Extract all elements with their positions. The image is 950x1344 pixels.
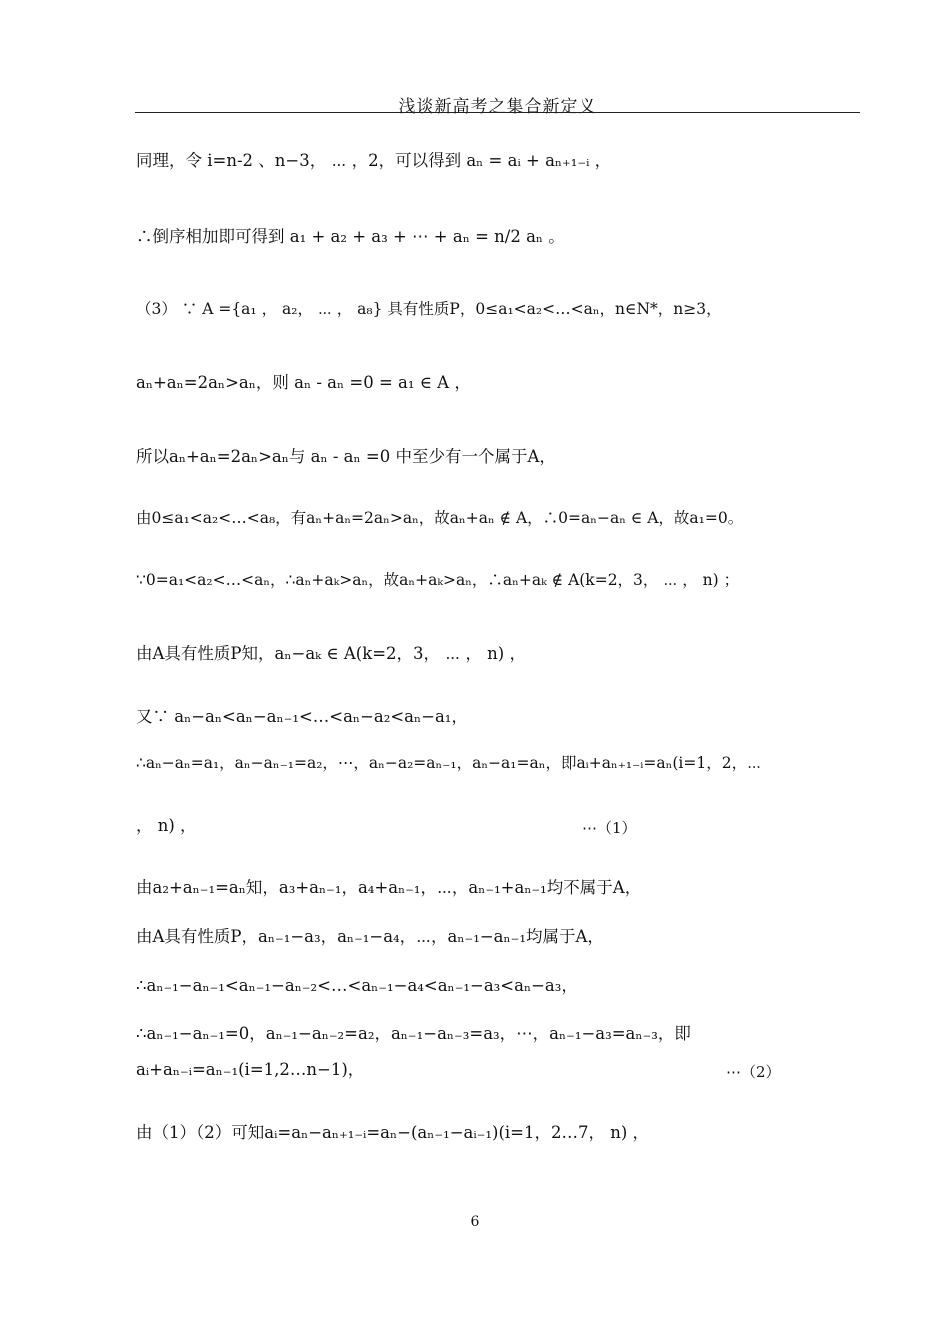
text-line-12: 由a₂+aₙ₋₁=aₙ知，a₃+aₙ₋₁，a₄+aₙ₋₁，⋯，aₙ₋₁+aₙ₋₁均不属于A，	[136, 878, 642, 897]
text-line-17: 由（1）（2）可知aᵢ=aₙ−aₙ₊₁₋ᵢ=aₙ−(aₙ₋₁−aᵢ₋₁)(i=1，2…7， n) ，	[136, 1123, 650, 1142]
text-line-10: ∴aₙ−aₙ=a₁，aₙ−aₙ₋₁=a₂，⋯，aₙ−a₂=aₙ₋₁，aₙ−a₁=aₙ，即aᵢ+aₙ₊₁₋ᵢ=aₙ(i=1，2，⋯	[136, 754, 762, 772]
text-line-1: 同理，令 i=n-2 、n−3， ⋯ ，2，可以得到 aₙ = aᵢ + aₙ₊₁₋ᵢ ，	[136, 151, 612, 170]
page-number: 6	[470, 1214, 480, 1230]
text-line-3: （3） ∵ A ={a₁ ， a₂， ⋯ ， a₈} 具有性质P，0≤a₁<a₂<…<aₙ，n∈N*，n≥3，	[136, 300, 722, 318]
text-line-14: ∴aₙ₋₁−aₙ₋₁<aₙ₋₁−aₙ₋₂<…<aₙ₋₁−a₄<aₙ₋₁−a₃<aₙ−a₃，	[136, 976, 578, 995]
text-line-7: ∵0=a₁<a₂<…<aₙ，∴aₙ+aₖ>aₙ，故aₙ+aₖ>aₙ，∴aₙ+aₖ ∉ A(k=2，3， ⋯ ， n) ；	[136, 571, 740, 589]
text-line-15: ∴aₙ₋₁−aₙ₋₁=0，aₙ₋₁−aₙ₋₂=a₂，aₙ₋₁−aₙ₋₃=a₃，⋯，aₙ₋₁−a₃=aₙ₋₃，即	[136, 1024, 691, 1043]
text-line-6: 由0≤a₁<a₂<…<a₈，有aₙ+aₙ=2aₙ>aₙ，故aₙ+aₙ ∉ A，∴0=aₙ−aₙ ∈ A，故a₁=0。	[136, 509, 744, 527]
text-line-11: ， n) ，	[136, 816, 197, 835]
text-line-5: 所以aₙ+aₙ=2aₙ>aₙ与 aₙ - aₙ =0 中至少有一个属于A，	[136, 447, 556, 466]
text-line-13: 由A具有性质P，aₙ₋₁−a₃，aₙ₋₁−a₄，⋯，aₙ₋₁−aₙ₋₁均属于A，	[136, 927, 604, 946]
page-header-title: 浅谈新高考之集合新定义	[398, 97, 597, 117]
text-line-8: 由A具有性质P知，aₙ−aₖ ∈ A(k=2，3， ⋯ ， n) ，	[136, 644, 526, 663]
header-rule	[135, 112, 860, 113]
text-line-2: ∴倒序相加即可得到 a₁ + a₂ + a₃ + ⋯ + aₙ = n/2 aₙ 。	[136, 227, 565, 246]
text-line-4: aₙ+aₙ=2aₙ>aₙ，则 aₙ - aₙ =0 = a₁ ∈ A ，	[136, 373, 471, 392]
text-line-16: aᵢ+aₙ₋ᵢ=aₙ₋₁(i=1,2…n−1)，	[136, 1060, 365, 1079]
text-line-9: 又∵ aₙ−aₙ<aₙ−aₙ₋₁<…<aₙ−a₂<aₙ−a₁，	[136, 707, 468, 726]
equation-tag-1: ⋯（1）	[582, 819, 637, 837]
equation-tag-2: ⋯（2）	[726, 1063, 781, 1081]
